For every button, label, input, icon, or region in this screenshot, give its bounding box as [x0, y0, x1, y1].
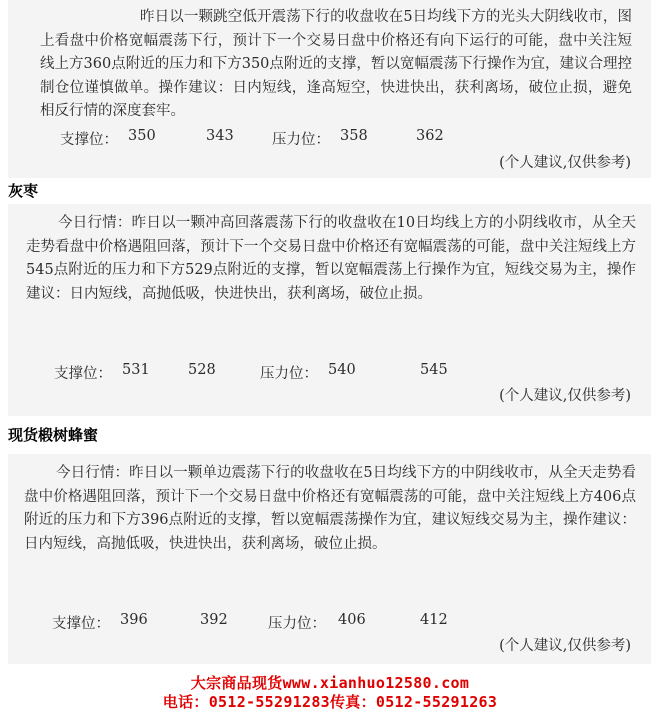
section-paragraph: 今日行情：昨日以一颗冲高回落震荡下行的收盘收在10日均线上方的小阴线收市，从全天走势看盘中价格遇阻回落，预计下一个交易日盘中价格还有宽幅震荡的可能，盘中关注短线上方545点附近的压力和下方529点附近的支撑，暂以宽幅震荡上行操作为宜，短线交易为主，操作建议：日内短线，高抛低吸，快进快出，获利离场，破位止损。 — [26, 215, 636, 302]
disclaimer-note: (个人建议,仅供参考) — [499, 638, 631, 654]
section-paragraph: 昨日以一颗跳空低开震荡下行的收盘收在5日均线下方的光头大阴线收市，图上看盘中价格宽幅震荡下行，预计下一个交易日盘中价格还有向下运行的可能，盘中关注短线上方360点附近的压力和下方350点附近的支撑，暂以宽幅震荡下行操作为宜，建议合理控制仓位谨慎做单。操作建议：日内短线，逢高短空，快进快出，获利离场，破位止损，避免相反行情的深度套牢。 — [40, 9, 632, 119]
resistance-value: 540 — [328, 362, 356, 378]
section-panel — [8, 204, 651, 416]
footer-contact: 电话：0512-55291283传真：0512-55291263 — [162, 693, 498, 711]
section-paragraph: 今日行情：昨日以一颗单边震荡下行的收盘收在5日均线下方的中阴线收市，从全天走势看盘中价格遇阻回落，预计下一个交易日盘中价格还有宽幅震荡的可能，盘中关注短线上方406点附近的压力和下方396点附近的支撑，暂以宽幅震荡操作为宜，建议短线交易为主，操作建议：日内短线，高抛低吸，快进快出，获利离场，破位止损。 — [24, 465, 636, 552]
support-value: 528 — [188, 362, 216, 378]
disclaimer-note: (个人建议,仅供参考) — [499, 155, 631, 171]
support-label: 支撑位： — [60, 132, 118, 148]
resistance-value: 362 — [416, 128, 444, 144]
section-panel — [8, 454, 651, 664]
resistance-label: 压力位： — [272, 132, 330, 148]
support-label: 支撑位： — [52, 616, 110, 632]
support-value: 531 — [122, 362, 150, 378]
section-title: 灰枣 — [8, 182, 39, 200]
support-value: 350 — [128, 128, 156, 144]
disclaimer-note: (个人建议,仅供参考) — [499, 388, 631, 404]
section-title: 现货椴树蜂蜜 — [8, 426, 99, 444]
resistance-value: 358 — [340, 128, 368, 144]
section-panel — [8, 0, 651, 178]
resistance-value: 545 — [420, 362, 448, 378]
resistance-label: 压力位： — [268, 616, 326, 632]
footer-website: 大宗商品现货www.xianhuo12580.com — [190, 674, 470, 692]
support-value: 343 — [206, 128, 234, 144]
support-label: 支撑位： — [54, 366, 112, 382]
resistance-label: 压力位： — [260, 366, 318, 382]
support-value: 396 — [120, 612, 148, 628]
resistance-value: 412 — [420, 612, 448, 628]
resistance-value: 406 — [338, 612, 366, 628]
support-value: 392 — [200, 612, 228, 628]
